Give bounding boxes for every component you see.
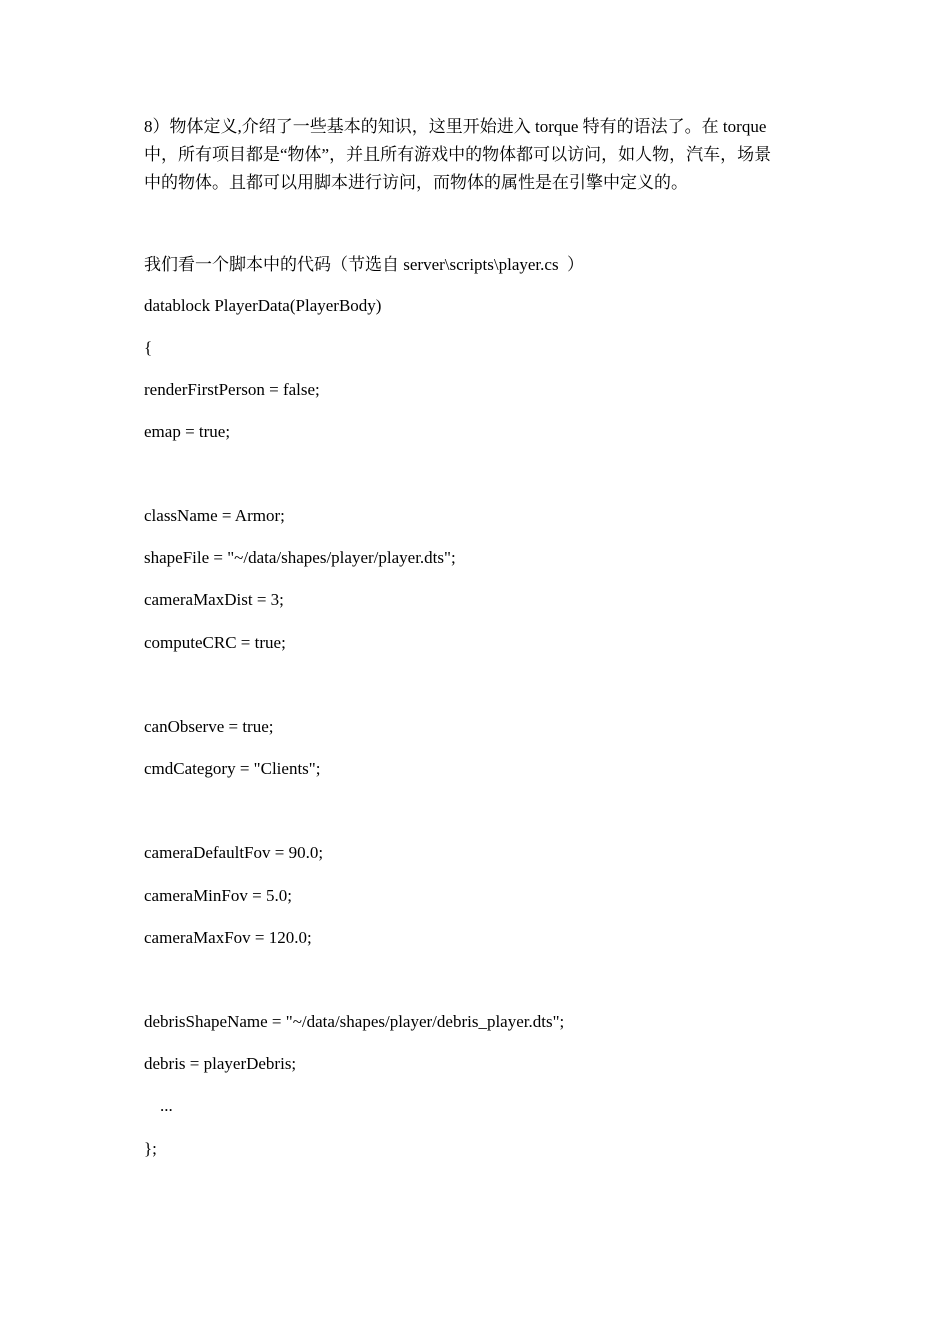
code-line-debris: debris = playerDebris;	[144, 1054, 297, 1073]
code-line-cmd-category: cmdCategory = "Clients";	[144, 759, 321, 778]
code-intro-text: 我们看一个脚本中的代码（节选自 server\scripts\player.cs ）	[144, 255, 585, 274]
code-line-close-brace: };	[144, 1139, 157, 1158]
code-line-class-name: className = Armor;	[144, 506, 285, 525]
code-line-render-first-person: renderFirstPerson = false;	[144, 380, 320, 399]
code-line-debris-shape-name: debrisShapeName = "~/data/shapes/player/debris_player.dts";	[144, 1012, 565, 1031]
intro-line-2: 中，所有项目都是“物体”，并且所有游戏中的物体都可以访问，如人物，汽车，场景	[144, 145, 772, 164]
code-line-camera-default-fov: cameraDefaultFov = 90.0;	[144, 843, 324, 862]
code-line-ellipsis: ...	[160, 1096, 173, 1115]
code-line-camera-min-fov: cameraMinFov = 5.0;	[144, 886, 292, 905]
code-line-camera-max-dist: cameraMaxDist = 3;	[144, 590, 284, 609]
code-line-shape-file: shapeFile = "~/data/shapes/player/player.dts";	[144, 548, 456, 567]
code-line-header: datablock PlayerData(PlayerBody)	[144, 296, 382, 315]
code-line-can-observe: canObserve = true;	[144, 717, 274, 736]
code-line-camera-max-fov: cameraMaxFov = 120.0;	[144, 928, 312, 947]
intro-line-3: 中的物体。且都可以用脚本进行访问，而物体的属性是在引擎中定义的。	[144, 173, 688, 192]
intro-line-1: 8）物体定义,介绍了一些基本的知识，这里开始进入 torque 特有的语法了。在 torque	[144, 117, 767, 136]
code-line-emap: emap = true;	[144, 422, 231, 441]
intro-paragraph	[144, 113, 816, 197]
code-line-open-brace: {	[144, 338, 153, 357]
code-line-compute-crc: computeCRC = true;	[144, 633, 286, 652]
